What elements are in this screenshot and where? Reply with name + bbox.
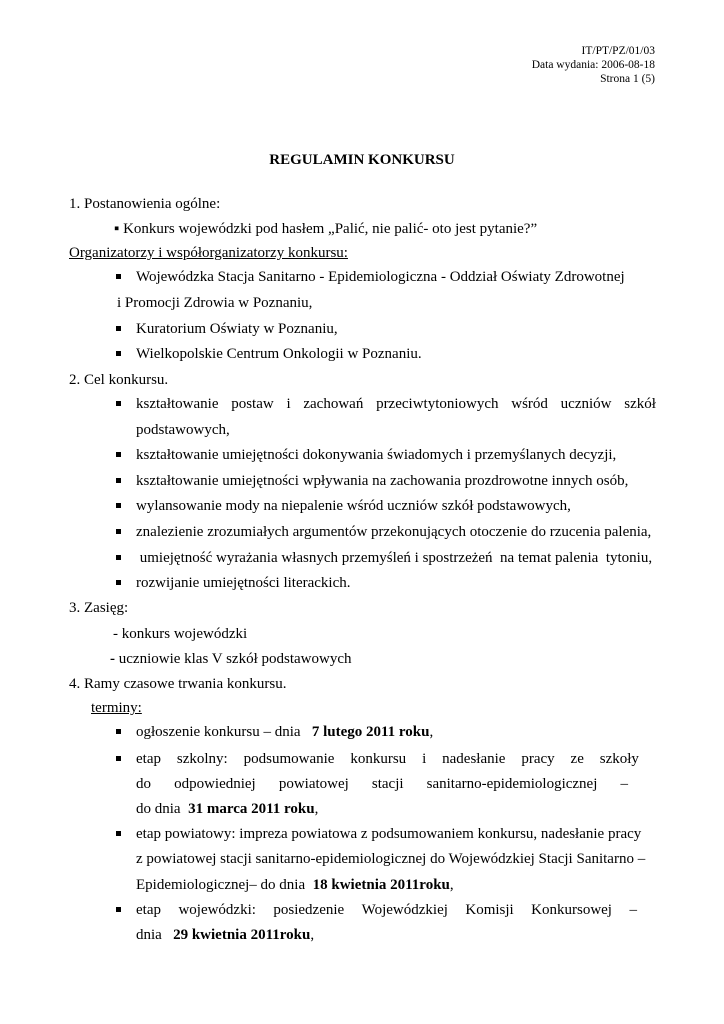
word: nadesłanie [442, 751, 506, 767]
term-punct: , [429, 724, 434, 740]
bullet-icon [116, 831, 121, 836]
word: powiatowej [278, 776, 349, 792]
bullet-icon [116, 756, 121, 761]
term-punct: , [310, 927, 315, 943]
contest-item: ▪ Konkurs wojewódzki pod hasłem „Palić, nie palić- oto jest pytanie?” [114, 221, 538, 237]
goal-item: kształtowanie umiejętności wpływania na zachowania prozdrowotne innych osób, [136, 473, 629, 489]
word: Komisji [465, 902, 514, 918]
organizer-item: Wojewódzka Stacja Sanitarno - Epidemiologiczna - Oddział Oświaty Zdrowotnej [136, 269, 625, 285]
word: szkół [624, 396, 656, 412]
bullet-icon [116, 555, 121, 560]
word: podsumowanie [243, 751, 335, 767]
word: kształtowanie [136, 396, 219, 412]
word: postaw [231, 396, 274, 412]
range-item: - konkurs wojewódzki [113, 626, 248, 642]
page-title: REGULAMIN KONKURSU [269, 152, 455, 168]
word: sanitarno-epidemiologicznej [426, 776, 598, 792]
document-code: IT/PT/PZ/01/03 [581, 45, 655, 57]
word: – [629, 902, 637, 918]
term-punct: , [449, 877, 454, 893]
term-item: etap powiatowy: impreza powiatowa z podsumowaniem konkursu, nadesłanie pracy [136, 826, 642, 842]
bullet-icon [116, 580, 121, 585]
bullet-icon [116, 274, 121, 279]
bullet-icon [116, 478, 121, 483]
word: ze [570, 751, 584, 767]
bullet-icon [116, 326, 121, 331]
bullet-icon [116, 401, 121, 406]
term-text: Epidemiologicznej– do dnia [136, 877, 313, 893]
term-date: 31 marca 2011 roku [188, 801, 315, 817]
issue-date: Data wydania: 2006-08-18 [531, 59, 655, 71]
bullet-icon [116, 452, 121, 457]
term-item-justified [136, 901, 637, 919]
term-date: 7 lutego 2011 roku [311, 724, 430, 740]
word: – [620, 776, 628, 792]
word: szkoły [599, 751, 639, 767]
term-date: 29 kwietnia 2011roku [173, 927, 311, 943]
term-item-justified [136, 750, 639, 768]
dash: - [110, 651, 115, 667]
goal-item-continued: podstawowych, [136, 422, 230, 438]
section-1-heading: 1. Postanowienia ogólne: [69, 196, 221, 212]
word: do [136, 776, 151, 792]
word: wśród [511, 396, 548, 412]
range-text: uczniowie klas V szkół podstawowych [115, 651, 352, 667]
bullet-icon [116, 729, 121, 734]
word: i [286, 396, 291, 412]
range-item [110, 650, 352, 668]
section-2-heading: 2. Cel konkursu. [69, 372, 169, 388]
goal-item: kształtowanie umiejętności dokonywania świadomych i przemyślanych decyzji, [136, 447, 617, 463]
bullet-icon [116, 907, 121, 912]
word: posiedzenie [273, 902, 345, 918]
page-number: Strona 1 (5) [600, 73, 655, 85]
section-4-heading: 4. Ramy czasowe trwania konkursu. [69, 676, 287, 692]
word: Wojewódzkiej [361, 902, 448, 918]
word: pracy [521, 751, 555, 767]
word: Konkursowej [531, 902, 612, 918]
goal-item: umiejętność wyrażania własnych przemyśleń i spostrzeżeń na temat palenia tytoniu, [136, 550, 653, 566]
word: zachowań [303, 396, 364, 412]
term-item-justified [136, 775, 628, 793]
organizer-item: Wielkopolskie Centrum Onkologii w Poznaniu. [136, 346, 422, 362]
term-item-continued: z powiatowej stacji sanitarno-epidemiologicznej do Wojewódzkiej Stacji Sanitarno – [136, 851, 646, 867]
goal-item: wylansowanie mody na niepalenie wśród uczniów szkół podstawowych, [136, 498, 571, 514]
term-item [136, 723, 433, 741]
term-text: ogłoszenie konkursu – dnia [136, 724, 312, 740]
word: uczniów [560, 396, 612, 412]
term-text: dnia [136, 927, 174, 943]
bullet-icon [116, 529, 121, 534]
word: konkursu [350, 751, 407, 767]
word: wojewódzki: [178, 902, 256, 918]
term-date: 18 kwietnia 2011roku [312, 877, 450, 893]
term-text: do dnia [136, 801, 189, 817]
term-punct: , [314, 801, 319, 817]
goal-item: znalezienie zrozumiałych argumentów przekonujących otoczenie do rzucenia palenia, [136, 524, 652, 540]
organizers-heading: Organizatorzy i współorganizatorzy konkursu: [69, 245, 348, 261]
goal-item: rozwijanie umiejętności literackich. [136, 575, 351, 591]
word: etap [136, 751, 161, 767]
terms-heading: terminy: [91, 700, 142, 716]
organizer-item: Kuratorium Oświaty w Poznaniu, [136, 321, 338, 337]
bullet-icon [116, 351, 121, 356]
goal-item-justified [136, 395, 656, 413]
word: przeciwtytoniowych [376, 396, 499, 412]
organizer-item-continued: i Promocji Zdrowia w Poznaniu, [117, 295, 313, 311]
section-3-heading: 3. Zasięg: [69, 600, 129, 616]
bullet-icon [116, 503, 121, 508]
word: szkolny: [176, 751, 228, 767]
term-item-continued [136, 876, 454, 894]
word: i [422, 751, 427, 767]
word: etap [136, 902, 161, 918]
word: odpowiedniej [174, 776, 256, 792]
term-item-continued [136, 926, 314, 944]
term-item-continued [136, 800, 318, 818]
word: stacji [371, 776, 404, 792]
